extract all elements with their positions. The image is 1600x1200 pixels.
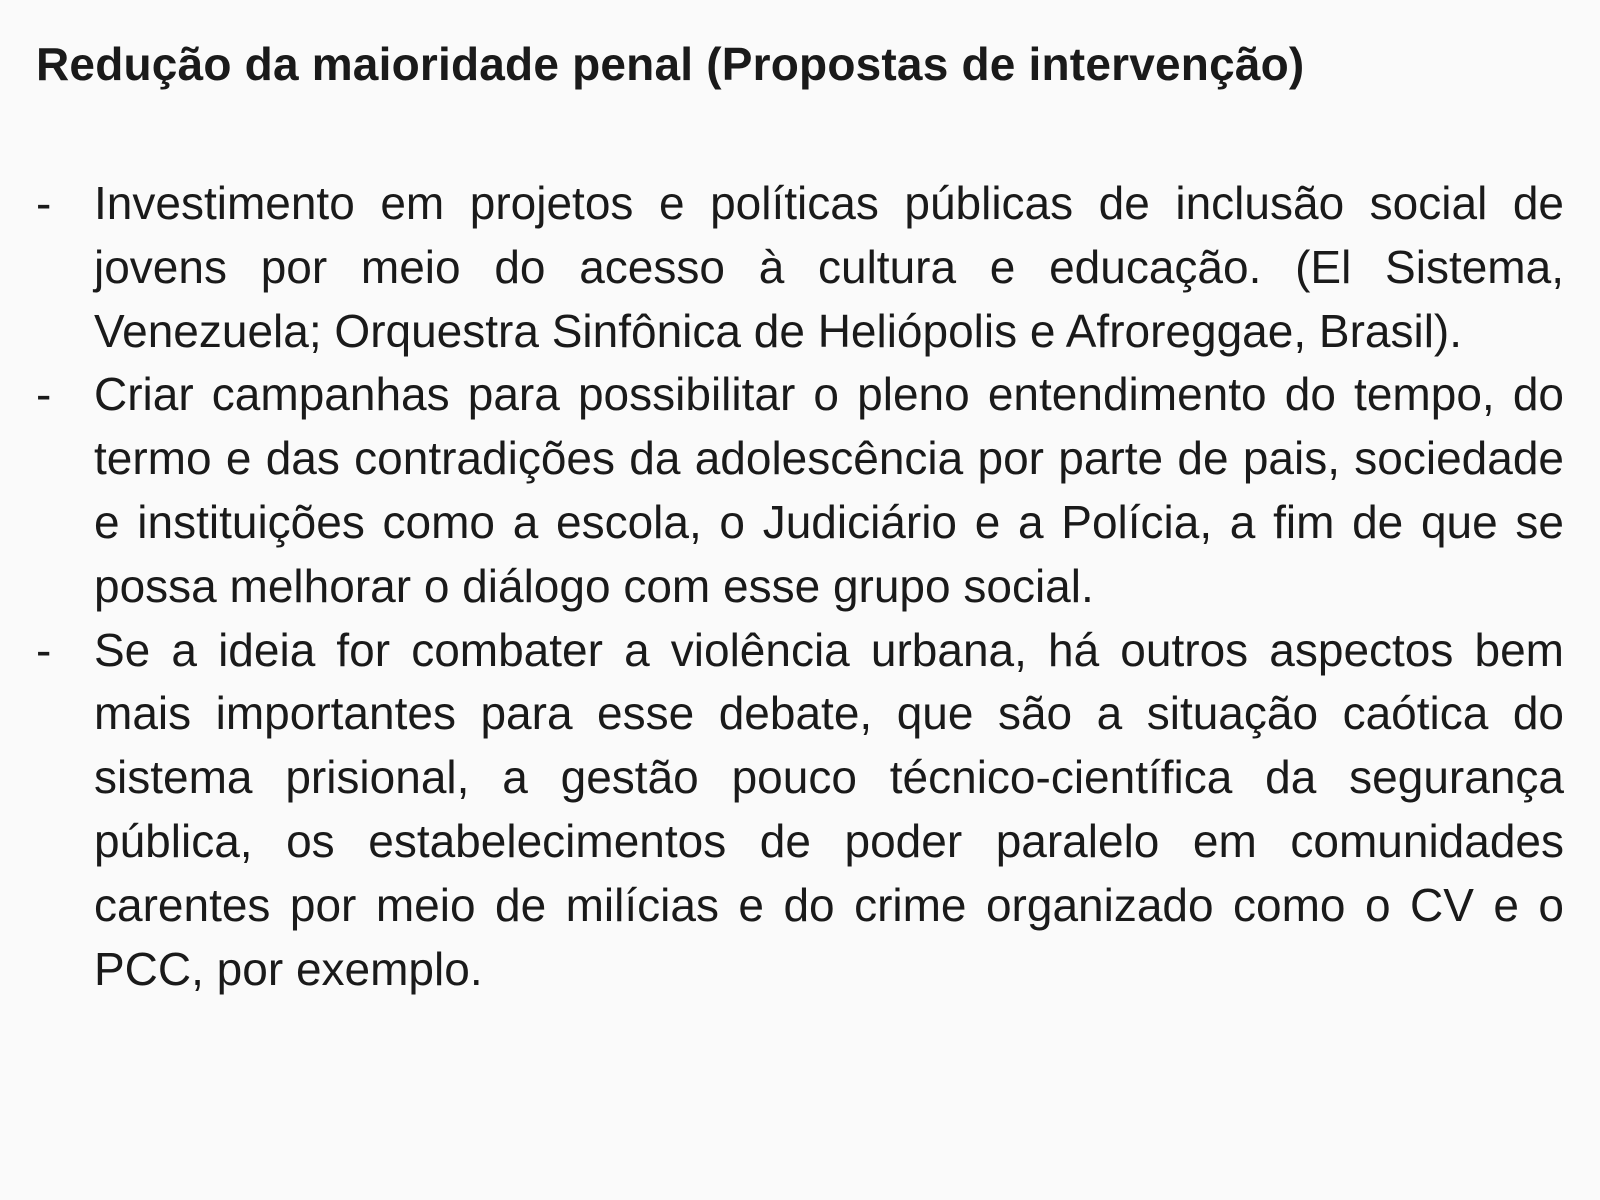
list-item-text: Investimento em projetos e políticas públicas de inclusão social de jovens por meio do acesso à cultura e educação. (El Sistema, Venezuela; Orquestra Sinfônica de Heliópolis e Afroreggae, Brasil). <box>94 177 1564 357</box>
bullet-dash: - <box>36 177 52 229</box>
bullet-dash: - <box>36 623 52 676</box>
list-item <box>36 619 1564 1002</box>
list-item-text: Se a ideia for combater a violência urbana, há outros aspectos bem mais importantes para esse debate, que são a situação caótica do sistema prisional, a gestão pouco técnico-científica da segurança pública, os estabelecimentos de poder paralelo em comunidades carentes por meio de milícias e do crime organizado como o CV e o PCC, por exemplo. <box>94 623 1564 995</box>
document-title: Redução da maioridade penal (Propostas de intervenção) <box>36 38 1305 90</box>
list-item <box>36 363 1564 618</box>
list-item <box>36 172 1564 363</box>
bullet-dash: - <box>36 368 52 421</box>
list-item-text: Criar campanhas para possibilitar o pleno entendimento do tempo, do termo e das contradições da adolescência por parte de pais, sociedade e instituições como a escola, o Judiciário e a Polícia, a fim de que se possa melhorar o diálogo com esse grupo social. <box>94 368 1564 612</box>
proposal-list <box>36 172 1564 1001</box>
